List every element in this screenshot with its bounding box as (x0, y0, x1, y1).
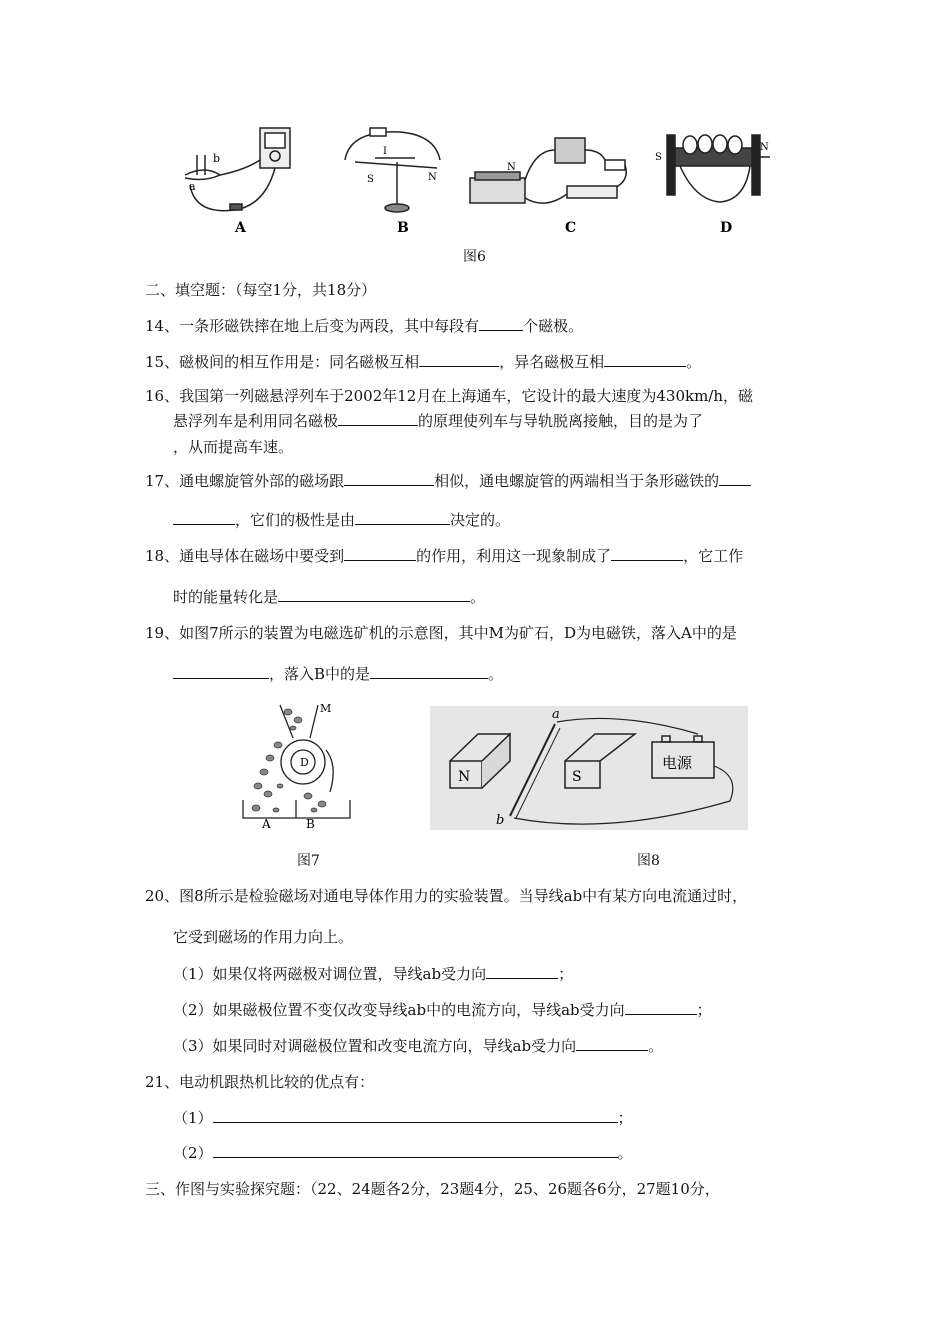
q21-answer-blank-1[interactable] (213, 1108, 618, 1123)
q17-answer-blank-2-cont[interactable] (173, 510, 235, 525)
q17-text-1b: 相似，通电螺旋管的两端相当于条形磁铁的 (434, 472, 720, 490)
q20-answer-blank-1[interactable] (486, 964, 558, 979)
fig8-magnet-s-front (565, 761, 600, 788)
q20-sub-3-end: 。 (648, 1037, 664, 1055)
q17-answer-blank-1[interactable] (344, 471, 434, 486)
q17-text-1a: 17、通电螺旋管外部的磁场跟 (145, 472, 345, 490)
fig8-magnet-s-top (565, 734, 635, 761)
fig7-label-b: B (306, 817, 315, 830)
figure-7 (238, 700, 358, 830)
q19-line-2 (173, 664, 503, 684)
q18-line-1 (145, 546, 743, 566)
fig7-label-a: A (262, 817, 271, 830)
q16-line-1: 16、我国第一列磁悬浮列车于2002年12月在上海通车，它设计的最大速度为430km/h，磁 (145, 387, 754, 405)
q19-text-2b: 。 (488, 665, 504, 683)
q21-sub-2-label: （2） (173, 1144, 213, 1162)
q18-answer-blank-2[interactable] (611, 546, 683, 561)
fig6-d-north: N (760, 142, 769, 153)
q15-text-2: ，异名磁极互相 (499, 353, 605, 371)
q18-text-1b: 的作用，利用这一现象制成了 (416, 547, 612, 565)
question-14 (145, 316, 583, 336)
q14-answer-blank[interactable] (479, 316, 523, 331)
q18-text-2b: 。 (470, 588, 486, 606)
q20-sub-1-end: ； (558, 965, 574, 983)
q19-line-1: 19、如图7所示的装置为电磁选矿机的示意图，其中M为矿石，D为电磁铁，落入A中的是 (145, 624, 737, 642)
fig8-magnet-n-side (482, 734, 510, 788)
fig6-label-a: A (235, 220, 246, 236)
fig6-b-north: N (428, 172, 437, 183)
q16-text-2a: 悬浮列车是利用同名磁极 (173, 412, 339, 430)
fig6-d-right-hand-solenoid (667, 135, 770, 202)
fig6-c-motor-setup (470, 138, 626, 203)
q16-line-2 (173, 411, 703, 431)
question-15 (145, 352, 701, 372)
fig7-arrow-path (326, 750, 333, 792)
q16-line-3: ，从而提高车速。 (173, 438, 294, 456)
fig6-label-c: C (565, 220, 577, 236)
fig8-label-b: b (496, 813, 505, 828)
q21-sub-2 (173, 1143, 633, 1163)
figure-6-drawing (175, 120, 775, 245)
fig8-label-s: S (572, 769, 582, 785)
q21-sub-1 (173, 1108, 633, 1128)
q20-sub-2-end: ； (696, 1001, 712, 1019)
fig8-conductor-ab-edge (516, 728, 560, 818)
fig6-label-b: B (397, 220, 409, 236)
q20-answer-blank-2[interactable] (625, 1000, 697, 1015)
fig8-conductor-ab (510, 724, 555, 816)
q18-text-1a: 18、通电导体在磁场中要受到 (145, 547, 345, 565)
fig6-c-north: N (507, 162, 516, 173)
q18-answer-blank-1[interactable] (344, 546, 416, 561)
section-3-heading: 三、作图与实验探究题：（22、24题各2分，23题4分，25、26题各6分，27题10分， (145, 1180, 720, 1198)
q18-text-1c: ，它工作 (683, 547, 744, 565)
figure-6 (175, 120, 775, 245)
q20-sub-1 (173, 964, 573, 984)
fig6-a-galvanometer-circuit (185, 128, 290, 211)
q17-line-1 (145, 471, 751, 491)
q20-line-2: 它受到磁场的作用力向上。 (173, 928, 354, 946)
fig6-b-current-label: I (383, 146, 387, 157)
q17-answer-blank-3[interactable] (355, 510, 450, 525)
q17-answer-blank-2[interactable] (719, 471, 751, 486)
fig8-wire-top (557, 718, 698, 734)
fig7-chute-right (310, 705, 318, 738)
q16-answer-blank-1[interactable] (338, 411, 418, 426)
q19-answer-blank-2[interactable] (370, 664, 488, 679)
q21-answer-blank-2[interactable] (213, 1143, 618, 1158)
fig7-label-m: M (320, 702, 332, 715)
q18-answer-blank-3[interactable] (278, 587, 470, 602)
fig8-label-a: a (552, 707, 560, 722)
section-2-heading: 二、填空题：（每空1分，共18分） (145, 281, 377, 299)
q20-sub-3-text: （3）如果同时对调磁极位置和改变电流方向，导线ab受力向 (173, 1037, 577, 1055)
q17-text-2b: 决定的。 (450, 511, 511, 529)
q20-sub-3 (173, 1036, 663, 1056)
q17-line-2 (173, 510, 510, 530)
fig8-terminal-1 (662, 736, 670, 742)
q19-text-2a: ，落入B中的是 (269, 665, 371, 683)
fig7-label-d: D (300, 756, 309, 769)
q15-answer-blank-2[interactable] (604, 352, 686, 367)
q19-answer-blank-1[interactable] (173, 664, 269, 679)
q21-line-1: 21、电动机跟热机比较的优点有： (145, 1073, 375, 1091)
q20-sub-2 (173, 1000, 712, 1020)
fig8-label-n: N (458, 769, 471, 785)
q21-sub-2-end: 。 (617, 1144, 633, 1162)
q15-text-1: 15、磁极间的相互作用是：同名磁极互相 (145, 353, 420, 371)
figure-7-drawing (238, 700, 358, 830)
q21-sub-1-label: （1） (173, 1109, 213, 1127)
q18-line-2 (173, 587, 485, 607)
q20-sub-1-text: （1）如果仅将两磁极对调位置，导线ab受力向 (173, 965, 487, 983)
fig6-b-south: S (367, 174, 374, 185)
figure-8-caption: 图8 (637, 853, 660, 869)
q20-sub-2-text: （2）如果磁极位置不变仅改变导线ab中的电流方向，导线ab受力向 (173, 1001, 625, 1019)
fig8-terminal-2 (694, 736, 702, 742)
q20-line-1: 20、图8所示是检验磁场对通电导体作用力的实验装置。当导线ab中有某方向电流通过时， (145, 887, 748, 905)
fig6-a-wire-a: a (189, 180, 196, 193)
q14-text-2: 个磁极。 (523, 317, 584, 335)
q21-sub-1-end: ； (617, 1109, 633, 1127)
fig6-d-south: S (655, 152, 662, 163)
q16-text-2b: 的原理使列车与导轨脱离接触，目的是为了 (418, 412, 704, 430)
figure-7-caption: 图7 (297, 853, 320, 869)
q15-answer-blank-1[interactable] (419, 352, 499, 367)
q18-text-2a: 时的能量转化是 (173, 588, 279, 606)
fig8-label-power: 电源 (662, 754, 693, 772)
q17-text-2a: ，它们的极性是由 (235, 511, 356, 529)
q20-answer-blank-3[interactable] (576, 1036, 648, 1051)
fig6-label-d: D (720, 220, 733, 236)
q15-text-3: 。 (686, 353, 702, 371)
figure-8-drawing (430, 706, 748, 830)
figure-8 (430, 706, 748, 830)
q14-text-1: 14、一条形磁铁摔在地上后变为两段，其中每段有 (145, 317, 480, 335)
figure-6-caption: 图6 (463, 249, 486, 265)
fig6-b-oersted-setup (345, 128, 440, 212)
fig6-a-wire-b: b (213, 152, 221, 165)
